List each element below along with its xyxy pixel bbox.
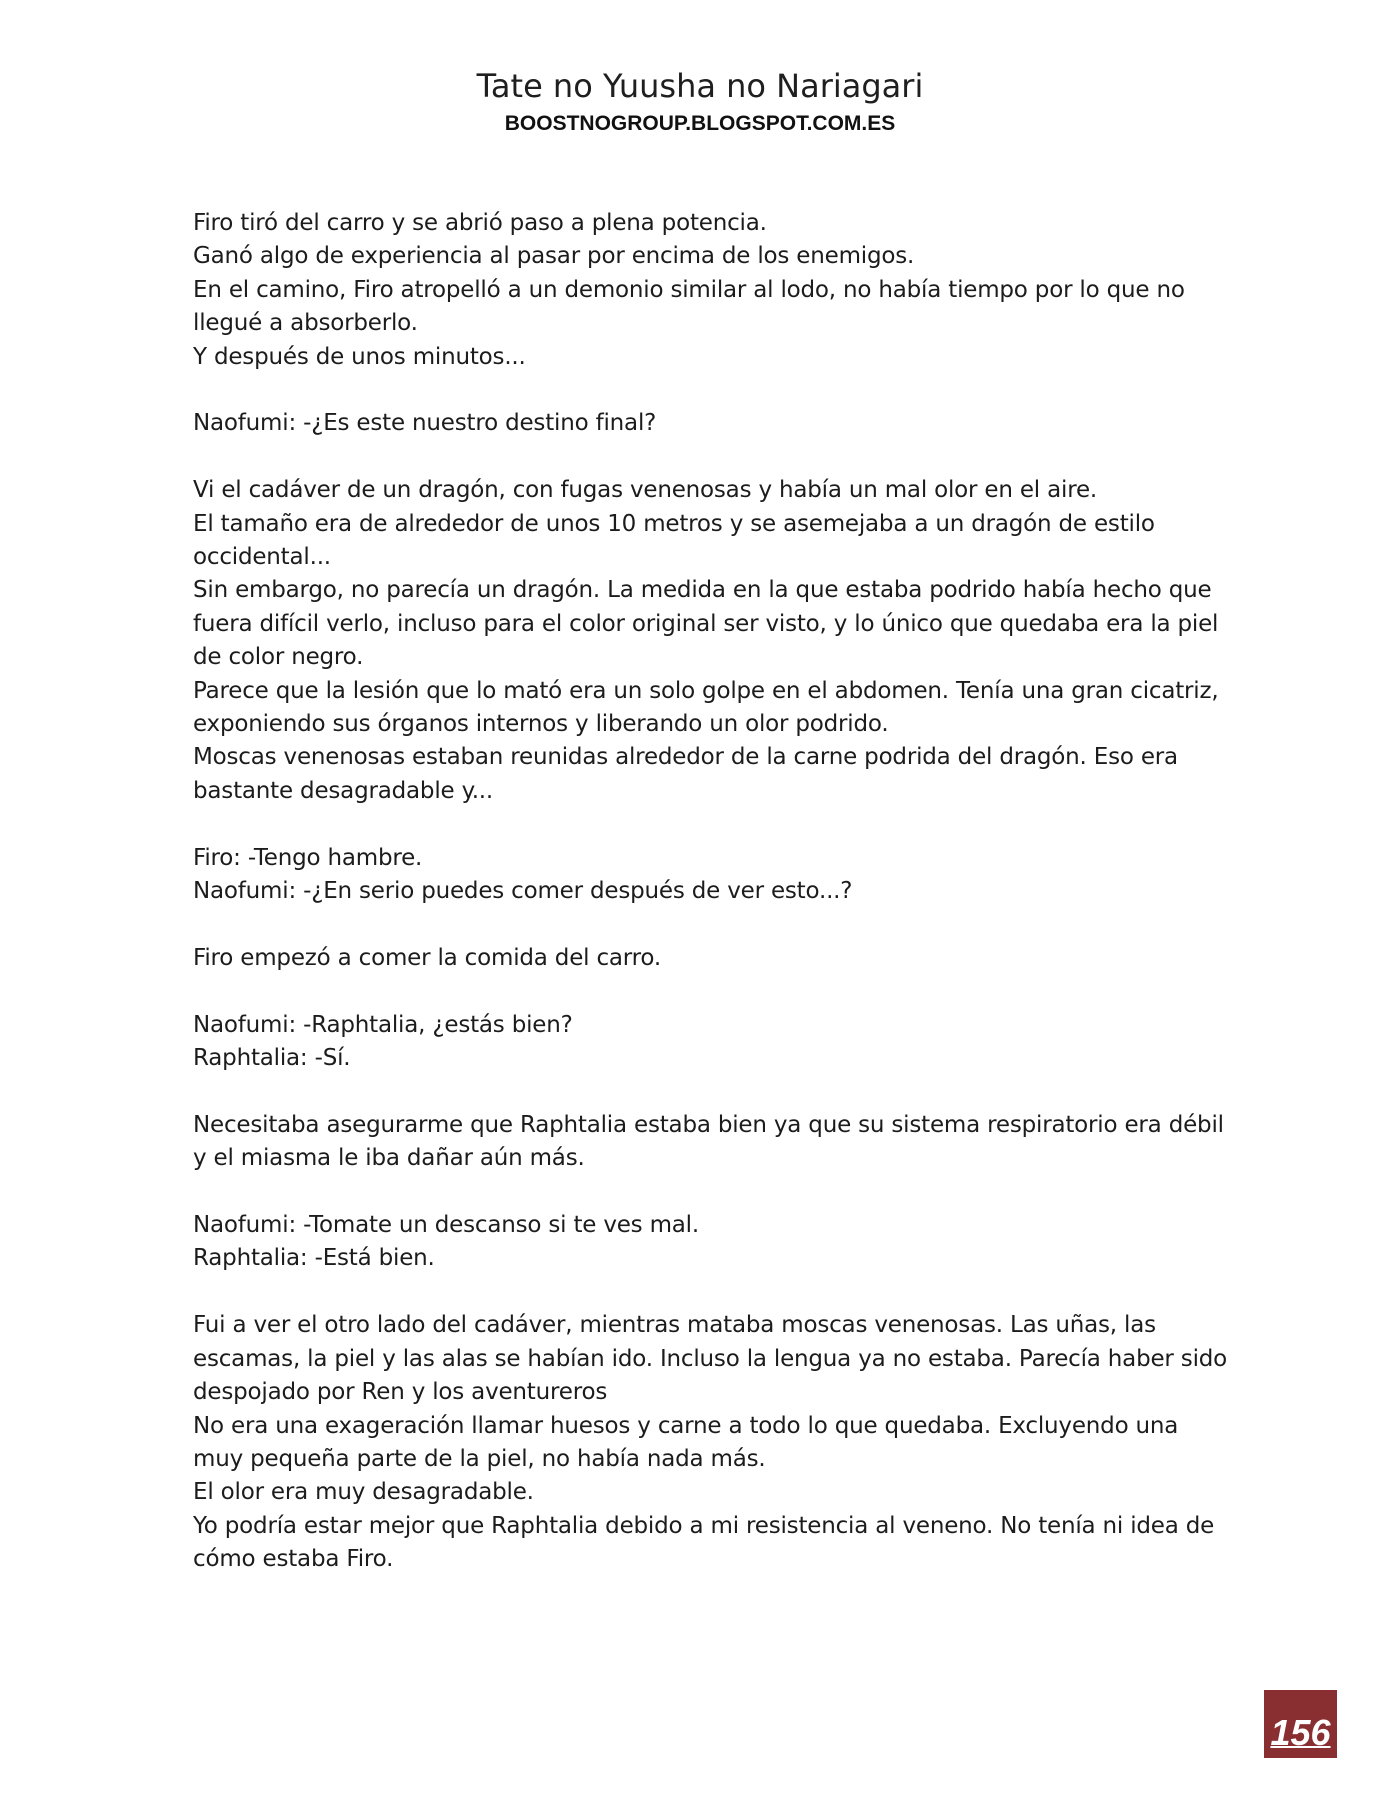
text-line: Moscas venenosas estaban reunidas alrededor de la carne podrida del dragón. Eso era <box>193 744 1178 771</box>
text-line: y el miasma le iba dañar aún más. <box>193 1145 585 1172</box>
paragraph <box>193 207 1205 374</box>
text-line: bastante desagradable y... <box>193 777 494 804</box>
text-line: de color negro. <box>193 644 364 671</box>
paragraph <box>193 1209 1205 1276</box>
paragraph <box>193 474 1219 808</box>
text-line: Naofumi: -¿Es este nuestro destino final? <box>193 410 657 437</box>
text-line: Raphtalia: -Está bien. <box>193 1245 435 1272</box>
page-header <box>0 66 1400 138</box>
text-line: cómo estaba Firo. <box>193 1546 394 1573</box>
site-url: BOOSTNOGROUP.BLOGSPOT.COM.ES <box>504 112 896 135</box>
text-line: muy pequeña parte de la piel, no había nada más. <box>193 1445 766 1472</box>
text-line: Parece que la lesión que lo mató era un solo golpe en el abdomen. Tenía una gran cicatriz, <box>193 677 1219 704</box>
text-line: El olor era muy desagradable. <box>193 1479 534 1506</box>
paragraph <box>193 842 1205 909</box>
page-number-badge <box>1264 1690 1337 1758</box>
text-line: Firo tiró del carro y se abrió paso a plena potencia. <box>193 210 767 236</box>
paragraph <box>193 1009 1205 1076</box>
paragraph <box>193 1309 1228 1576</box>
text-line: Sin embargo, no parecía un dragón. La medida en la que estaba podrido había hecho que <box>193 577 1212 604</box>
text-line: No era una exageración llamar huesos y carne a todo lo que quedaba. Excluyendo una <box>193 1412 1179 1439</box>
text-line: Naofumi: -Raphtalia, ¿estás bien? <box>193 1011 573 1038</box>
text-line: occidental... <box>193 544 331 571</box>
text-line: llegué a absorberlo. <box>193 310 418 337</box>
text-line: En el camino, Firo atropelló a un demonio similar al lodo, no había tiempo por lo que no <box>193 276 1185 303</box>
text-line: despojado por Ren y los aventureros <box>193 1379 608 1406</box>
text-line: Naofumi: -¿En serio puedes comer después de ver esto...? <box>193 878 853 905</box>
text-line: El tamaño era de alrededor de unos 10 metros y se asemejaba a un dragón de estilo <box>193 510 1155 537</box>
text-line: Firo: -Tengo hambre. <box>193 844 423 871</box>
document-body <box>193 207 1228 1610</box>
paragraph <box>193 1109 1224 1176</box>
text-line: escamas, la piel y las alas se habían ido. Incluso la lengua ya no estaba. Parecía haber sido <box>193 1345 1228 1372</box>
text-line: Yo podría estar mejor que Raphtalia debido a mi resistencia al veneno. No tenía ni idea de <box>193 1512 1215 1539</box>
text-line: Y después de unos minutos... <box>193 343 526 370</box>
paragraph <box>193 942 1205 975</box>
text-line: Naofumi: -Tomate un descanso si te ves mal. <box>193 1212 699 1239</box>
text-line: Necesitaba asegurarme que Raphtalia estaba bien ya que su sistema respiratorio era débil <box>193 1111 1224 1138</box>
text-line: Firo empezó a comer la comida del carro. <box>193 944 661 971</box>
paragraph <box>193 407 1205 440</box>
page-number: 156 <box>1270 1712 1331 1753</box>
text-line: Raphtalia: -Sí. <box>193 1045 351 1072</box>
text-line: Fui a ver el otro lado del cadáver, mientras mataba moscas venenosas. Las uñas, las <box>193 1312 1156 1339</box>
text-line: Vi el cadáver de un dragón, con fugas venenosas y había un mal olor en el aire. <box>193 477 1098 504</box>
text-line: exponiendo sus órganos internos y liberando un olor podrido. <box>193 711 889 738</box>
text-line: fuera difícil verlo, incluso para el color original ser visto, y lo único que quedaba era la piel <box>193 610 1219 637</box>
text-line: Ganó algo de experiencia al pasar por encima de los enemigos. <box>193 243 915 270</box>
document-title: Tate no Yuusha no Nariagari <box>476 67 924 105</box>
